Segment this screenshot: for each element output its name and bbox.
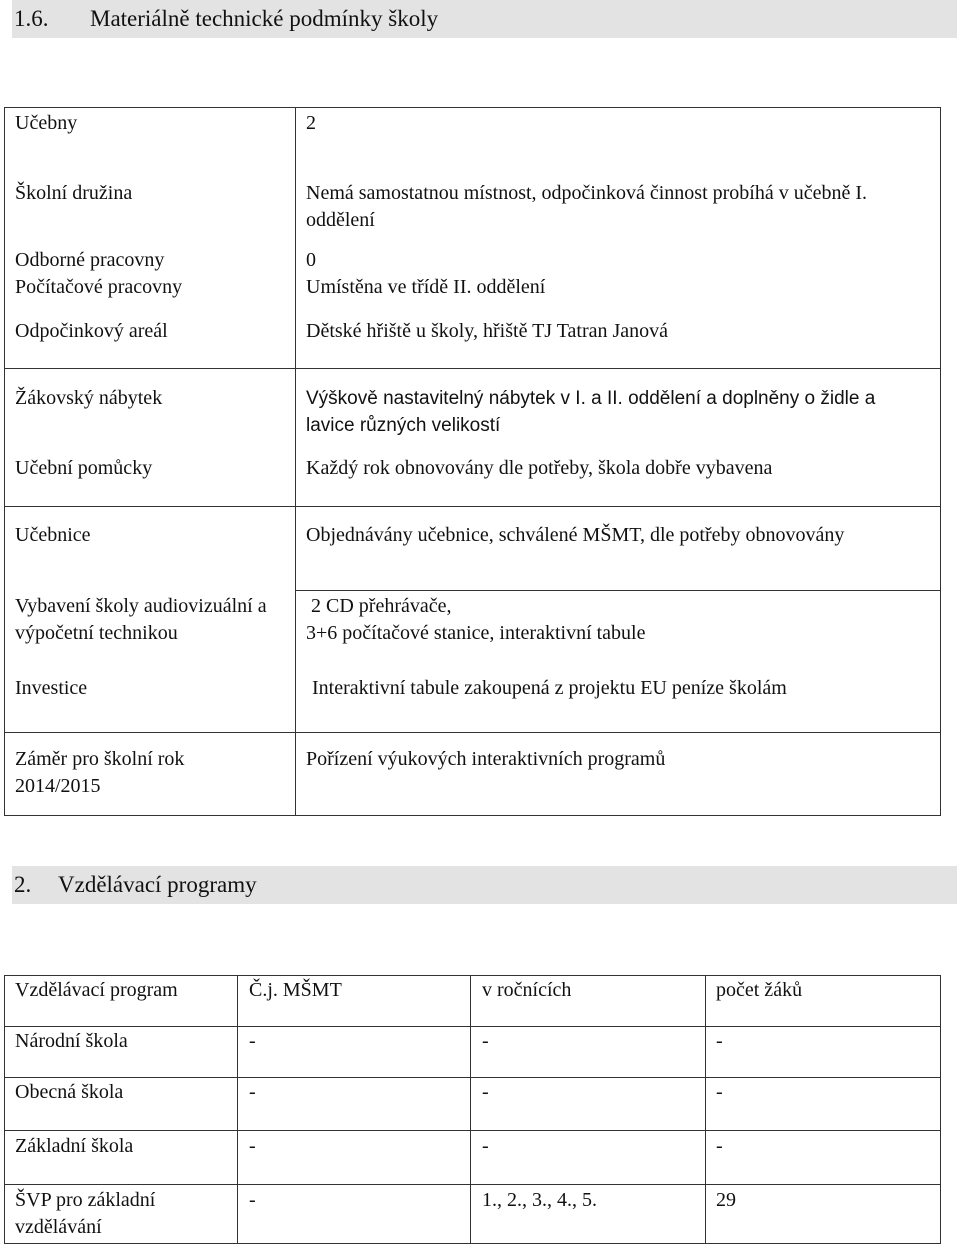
- table-cell: 29: [716, 1189, 736, 1211]
- table-row-label: Učební pomůcky: [15, 457, 153, 479]
- table-row-label: Odpočinkový areál: [15, 320, 168, 342]
- table-row-value: Umístěna ve třídě II. oddělení: [306, 276, 546, 298]
- section-number: 2.: [14, 872, 32, 897]
- table-row-label: Odborné pracovny: [15, 249, 165, 271]
- table-row-value: Nemá samostatnou místnost, odpočinková činnost probíhá v učebně I. oddělení: [306, 182, 868, 231]
- table-cell: Obecná škola: [15, 1081, 124, 1103]
- table-header-cell: Č.j. MŠMT: [249, 979, 342, 1001]
- table-cell: -: [482, 1135, 489, 1157]
- table-cell: ŠVP pro základní vzdělávání: [15, 1189, 156, 1238]
- section-heading: [12, 0, 957, 38]
- table-cell: -: [249, 1189, 256, 1211]
- table-row-label: Investice: [15, 677, 88, 699]
- table-cell: -: [482, 1081, 489, 1103]
- table-cell: -: [249, 1135, 256, 1157]
- table-header-cell: počet žáků: [716, 979, 803, 1001]
- table-row-value: Pořízení výukových interaktivních programů: [306, 748, 666, 770]
- table-cell: Základní škola: [15, 1135, 134, 1157]
- table-row-value: Výškově nastavitelný nábytek v I. a II. oddělení a doplněny o židle a lavice různých velikostí: [306, 388, 876, 436]
- table-row-value-line-2: 3+6 počítačové stanice, interaktivní tabule: [306, 622, 646, 644]
- table-cell: 1., 2., 3., 4., 5.: [482, 1189, 597, 1211]
- table-cell: -: [249, 1030, 256, 1052]
- table-header-cell: v ročnících: [482, 979, 572, 1001]
- table-row-value: Každý rok obnovovány dle potřeby, škola dobře vybavena: [306, 457, 773, 479]
- table-row-label: Školní družina: [15, 182, 133, 204]
- table-row-value: 2: [306, 112, 316, 134]
- table-cell: -: [716, 1135, 723, 1157]
- table-cell: Národní škola: [15, 1030, 128, 1052]
- table-row-value: 0: [306, 249, 316, 271]
- section-number: 1.6.: [14, 6, 49, 31]
- section-title: Vzdělávací programy: [58, 872, 257, 897]
- table-row-value: Interaktivní tabule zakoupená z projektu EU peníze školám: [312, 677, 787, 699]
- section-title: Materiálně technické podmínky školy: [90, 6, 439, 31]
- table-row-value: Objednávány učebnice, schválené MŠMT, dle potřeby obnovovány: [306, 524, 845, 546]
- table-cell: -: [716, 1030, 723, 1052]
- table-row-label: Záměr pro školní rok 2014/2015: [15, 748, 185, 797]
- table-cell: -: [716, 1081, 723, 1103]
- table-row-label: Žákovský nábytek: [15, 387, 163, 409]
- table-row-value: 2 CD přehrávače,: [306, 595, 452, 617]
- table-row-label: Učebny: [15, 112, 78, 134]
- table-header-cell: Vzdělávací program: [15, 979, 178, 1001]
- table-cell: -: [249, 1081, 256, 1103]
- section-heading: [12, 866, 957, 904]
- table-row-label: Počítačové pracovny: [15, 276, 183, 298]
- table-row-label: Učebnice: [15, 524, 91, 546]
- table-row-value: Dětské hřiště u školy, hřiště TJ Tatran Janová: [306, 320, 669, 342]
- table-row-label: Vybavení školy audiovizuální a výpočetní technikou: [15, 595, 267, 644]
- table-cell: -: [482, 1030, 489, 1052]
